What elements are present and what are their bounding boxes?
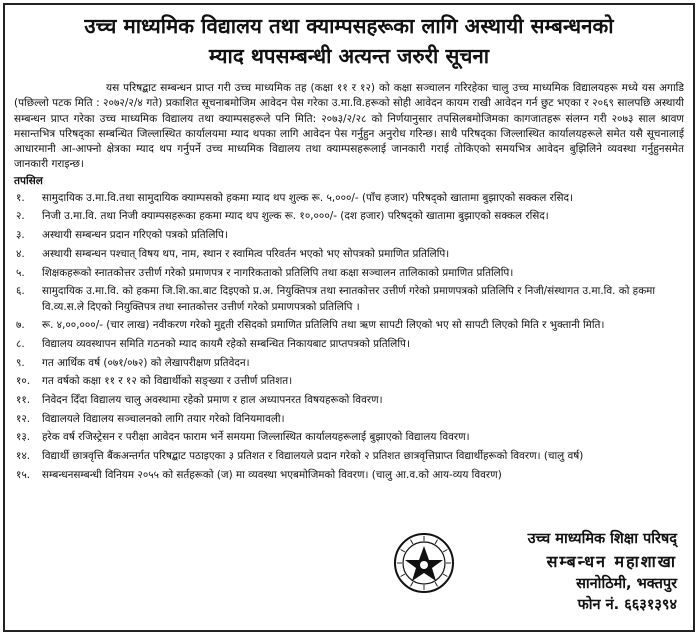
- list-item: [14, 284, 684, 315]
- item-text: शिक्षकहरूको स्नातकोत्तर उत्तीर्ण गरेको प्रमाणपत्र र नागरिकताको प्रतिलिपि तथा कक्षा सञ्चालन तालिकाको प्रमाणित प्रतिलिपि।: [42, 266, 514, 279]
- signature-block: [528, 529, 677, 616]
- item-number: ८.: [16, 337, 25, 350]
- item-number: १३.: [16, 431, 31, 444]
- item-number: १०.: [16, 375, 31, 388]
- item-text: विद्यालयले विद्यालय सञ्चालनको लागि तयार गरेको विनियमावली।: [42, 412, 285, 425]
- list-item: [14, 449, 684, 464]
- item-number: ७.: [16, 319, 25, 332]
- item-number: १२.: [16, 412, 31, 425]
- item-text: निवेदन दिँदा विद्यालय चालु अवस्थामा रहेको प्रमाण र हाल अध्यापनरत विषयहरूको विवरण।: [42, 393, 383, 406]
- item-number: १.: [16, 191, 25, 204]
- signature-dept: सम्बन्धन महाशाखा: [546, 552, 677, 571]
- list-item: [14, 247, 684, 262]
- notice-title-line-1: उच्च माध्यमिक विद्यालय तथा क्याम्पसहरूका लागि अस्थायी सम्बन्धनको: [84, 14, 614, 38]
- item-number: ६.: [16, 285, 25, 298]
- item-text: विद्यार्थी छात्रवृत्ति बैंकअन्तर्गत परिषद्बाट पठाइएका ३ प्रतिशत र विद्यालयले प्रदान गरेको २ प्रतिशत छात्रवृत्तिप्राप्त विद्यार्थीहरूको विवरण। (चालु वर्ष): [42, 450, 584, 463]
- list-item: [14, 209, 684, 224]
- list-item: [14, 430, 684, 445]
- item-text: सम्बन्धनसम्बन्धी विनियम २०५५ को सर्तहरूको (ज) मा व्यवस्था भएबमोजिमको विवरण। (चालु आ.व.को आय-व्यय विवरण): [42, 468, 502, 481]
- signature-address: सानोठिमी, भक्तपुर: [576, 576, 677, 592]
- list-item: [14, 374, 684, 389]
- item-number: १४.: [16, 450, 31, 463]
- item-text: हरेक वर्ष रजिस्ट्रेसन र परीक्षा आवेदन फाराम भर्ने समयमा जिल्लास्थित कार्यालयहरूलाई बुझाएको विद्यालय विवरण।: [42, 431, 470, 444]
- item-text: निजी उ.मा.वि. तथा निजी क्याम्पसहरूका हकमा म्याद थप शुल्क रू. १०,०००/- (दश हजार) परिषद्को खातामा बुझाएको सक्कल रसिद।: [42, 210, 549, 223]
- list-item: [14, 468, 684, 483]
- item-number: ५.: [16, 266, 25, 279]
- item-number: ११.: [16, 393, 31, 406]
- list-item: [14, 228, 684, 243]
- list-item: [14, 412, 684, 427]
- item-number: २.: [16, 210, 25, 223]
- list-item: [14, 318, 684, 333]
- notice-panel: [3, 3, 695, 632]
- notice-title-line-2: म्याद थपसम्बन्धी अत्यन्त जरुरी सूचना: [208, 44, 490, 68]
- intro-paragraph: यस परिषद्बाट सम्बन्धन प्राप्त गरी उच्च माध्यमिक तह (कक्षा ११ र १२) को कक्षा सञ्चालन गरिरहेका चालु उच्च माध्यमिक विद्यालयहरू मध्ये यस अगाडि (पछिल्लो पटक मिति : २०७२/२/४ गते) प्रकाशित सूचनाबमोजिम आवेदन पेस गरेका उ.मा.वि.हरूको सोही आवेदन कायम राखी आवेदन गर्न छुट भएका र २०६९ सालपछि अस्थायी सम्बन्धन प्राप्त गरेका उच्च माध्यमिक विद्यालय तथा क्याम्पसहरूले पनि मिति: २०७३/२/२८ को निर्णयानुसार तपसिलबमोजिमका कागजातहरू संलग्न गरी २०७३ साल श्रावण मसान्तभित्र परिषद्का सम्बन्धित जिल्लास्थित कार्यालयमा म्याद थपका लागि आवेदन पेस गर्नुहुन अनुरोध गरिन्छ। साथै परिषद्का जिल्लास्थित कार्यालयहरूले समेत यसै सूचनालाई आधारमानी आ-आफ्नो क्षेत्रका म्याद थप गर्नुपर्ने उच्च माध्यमिक विद्यालय तथा क्याम्पसहरूलाई जानकारी गराई तोकिएको समयभित्र आवेदन बुझिलिने व्यवस्था गर्नुहुनसमेत जानकारी गराइन्छ।: [14, 82, 684, 171]
- list-item: [14, 266, 684, 281]
- list-item: [14, 191, 684, 206]
- item-text: रू. ४,००,०००/- (चार लाख) नवीकरण गरेको मुद्दती रसिदको प्रमाणित प्रतिलिपि तथा ऋण सापटी लिएको भए सो सापटी लिएको मिति र भुक्तानी मिति।: [42, 319, 605, 332]
- council-seal-icon: [393, 532, 455, 594]
- list-item: [14, 337, 684, 352]
- item-text: गत वर्षको कक्षा ११ र १२ को विद्यार्थीको सङ्ख्या र उत्तीर्ण प्रतिशत।: [42, 375, 293, 388]
- item-text: अस्थायी सम्बन्धन प्रदान गरिएको पत्रको प्रतिलिपि।: [42, 229, 228, 242]
- list-item: [14, 356, 684, 371]
- item-text: सामुदायिक उ.मा.वि.तथा सामुदायिक क्याम्पसको हकमा म्याद थप शुल्क रू. ५,०००/- (पाँच हजार) परिषद्को खातामा बुझाएको सक्कल रसिद।: [42, 191, 573, 204]
- item-text: गत आर्थिक वर्ष (०७१/०७२) को लेखापरीक्षण प्रतिवेदन।: [42, 356, 250, 369]
- item-number: १५.: [16, 468, 31, 481]
- item-number: ९.: [16, 356, 25, 369]
- signature-phone: फोन नं. ६६३१३९४: [577, 597, 677, 613]
- item-text: सामुदायिक उ.मा.वि. को हकमा जि.शि.का.बाट दिइएको प्र.अ. नियुक्तिपत्र तथा स्नातकोत्तर उत्तीर्ण गरेको प्रमाणपत्रको प्रतिलिपि र निजी/संस्थागत उ.मा.वि. को हकमा वि.व्य.स.ले दिएको नियुक्तिपत्र तथा स्नातकोत्तर उत्तीर्ण गरेको प्रमाणपत्रको प्रतिलिपि ।: [42, 285, 656, 313]
- signature-org: उच्च माध्यमिक शिक्षा परिषद्: [527, 531, 677, 547]
- document-list: [14, 191, 684, 483]
- section-label-tapsil: तपसिल: [14, 174, 43, 187]
- item-number: ४.: [16, 247, 25, 260]
- list-item: [14, 393, 684, 408]
- item-text: विद्यालय व्यवस्थापन समिति गठनको म्याद कायमै रहेको सम्बन्धित निकायबाट प्राप्तपत्रको प्रतिलिपि।: [42, 337, 410, 350]
- item-number: ३.: [16, 229, 25, 242]
- item-text: अस्थायी सम्बन्धन पश्चात् विषय थप, नाम, स्थान र स्वामित्व परिवर्तन भएको भए सोपत्रको प्रमाणित प्रतिलिपि।: [42, 247, 450, 260]
